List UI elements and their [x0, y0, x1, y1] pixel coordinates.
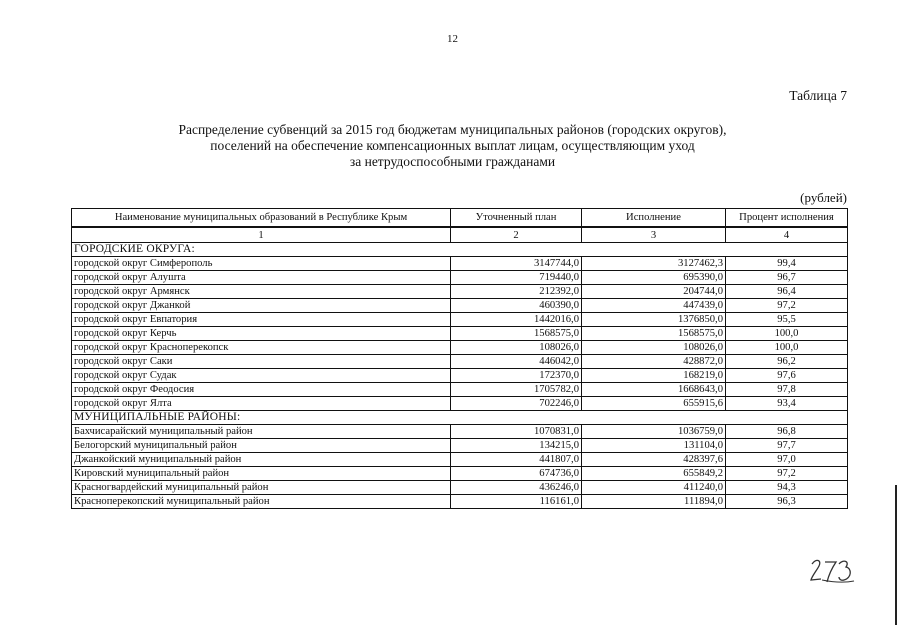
municipality-name-cell: Красноперекопский муниципальный район: [72, 495, 451, 509]
margin-line: [895, 485, 897, 625]
municipality-name-cell: городской округ Феодосия: [72, 383, 451, 397]
header-name: Наименование муниципальных образований в Республике Крым: [72, 209, 451, 228]
municipality-name-cell: городской округ Армянск: [72, 285, 451, 299]
percent-cell: 95,5: [726, 313, 848, 327]
table-header-row: [72, 209, 848, 228]
table-row: [72, 481, 848, 495]
table-row: [72, 355, 848, 369]
municipality-name-cell: городской округ Красноперекопск: [72, 341, 451, 355]
table-row: [72, 327, 848, 341]
plan-cell: 702246,0: [451, 397, 582, 411]
percent-cell: 96,4: [726, 285, 848, 299]
plan-cell: 1070831,0: [451, 425, 582, 439]
actual-cell: 1668643,0: [582, 383, 726, 397]
actual-cell: 1568575,0: [582, 327, 726, 341]
actual-cell: 655849,2: [582, 467, 726, 481]
table-label: Таблица 7: [789, 88, 847, 103]
actual-cell: 1036759,0: [582, 425, 726, 439]
municipality-name-cell: городской округ Керчь: [72, 327, 451, 341]
table-row: [72, 397, 848, 411]
municipality-name-cell: городской округ Саки: [72, 355, 451, 369]
table-row: [72, 313, 848, 327]
title-line-1: Распределение субвенций за 2015 год бюджетам муниципальных районов (городских округов),: [178, 122, 727, 137]
handwritten-page-note: [808, 556, 856, 584]
plan-cell: 1705782,0: [451, 383, 582, 397]
actual-cell: 111894,0: [582, 495, 726, 509]
plan-cell: 172370,0: [451, 369, 582, 383]
table-row: [72, 383, 848, 397]
percent-cell: 97,8: [726, 383, 848, 397]
table-row: [72, 453, 848, 467]
table-row: [72, 257, 848, 271]
column-number-3: 3: [582, 227, 726, 243]
percent-cell: 97,0: [726, 453, 848, 467]
table-row: [72, 341, 848, 355]
header-plan: Уточненный план: [451, 209, 582, 228]
document-title: [0, 122, 905, 170]
table-row: [72, 467, 848, 481]
municipality-name-cell: Джанкойский муниципальный район: [72, 453, 451, 467]
title-line-3: за нетрудоспособными гражданами: [349, 154, 556, 169]
plan-cell: 674736,0: [451, 467, 582, 481]
plan-cell: 3147744,0: [451, 257, 582, 271]
percent-cell: 97,2: [726, 467, 848, 481]
units-label: (рублей): [800, 190, 847, 205]
actual-cell: 411240,0: [582, 481, 726, 495]
plan-cell: 1568575,0: [451, 327, 582, 341]
actual-cell: 655915,6: [582, 397, 726, 411]
plan-cell: 116161,0: [451, 495, 582, 509]
plan-cell: 108026,0: [451, 341, 582, 355]
plan-cell: 460390,0: [451, 299, 582, 313]
section-title: МУНИЦИПАЛЬНЫЕ РАЙОНЫ:: [72, 411, 848, 425]
section-title: ГОРОДСКИЕ ОКРУГА:: [72, 243, 848, 257]
actual-cell: 131104,0: [582, 439, 726, 453]
actual-cell: 428397,6: [582, 453, 726, 467]
percent-cell: 97,2: [726, 299, 848, 313]
percent-cell: 96,3: [726, 495, 848, 509]
percent-cell: 94,3: [726, 481, 848, 495]
municipality-name-cell: городской округ Алушта: [72, 271, 451, 285]
column-number-4: 4: [726, 227, 848, 243]
municipality-name-cell: Красногвардейский муниципальный район: [72, 481, 451, 495]
municipality-name-cell: городской округ Ялта: [72, 397, 451, 411]
table-row: [72, 495, 848, 509]
table-row: [72, 439, 848, 453]
plan-cell: 436246,0: [451, 481, 582, 495]
header-actual: Исполнение: [582, 209, 726, 228]
percent-cell: 97,7: [726, 439, 848, 453]
percent-cell: 100,0: [726, 327, 848, 341]
actual-cell: 204744,0: [582, 285, 726, 299]
plan-cell: 446042,0: [451, 355, 582, 369]
percent-cell: 97,6: [726, 369, 848, 383]
page-number: 12: [447, 33, 458, 45]
municipality-name-cell: Белогорский муниципальный район: [72, 439, 451, 453]
municipality-name-cell: Кировский муниципальный район: [72, 467, 451, 481]
plan-cell: 1442016,0: [451, 313, 582, 327]
table-row: [72, 271, 848, 285]
municipality-name-cell: городской округ Судак: [72, 369, 451, 383]
actual-cell: 428872,0: [582, 355, 726, 369]
municipality-name-cell: Бахчисарайский муниципальный район: [72, 425, 451, 439]
header-percent: Процент исполнения: [726, 209, 848, 228]
column-number-2: 2: [451, 227, 582, 243]
table-row: [72, 369, 848, 383]
actual-cell: 3127462,3: [582, 257, 726, 271]
actual-cell: 168219,0: [582, 369, 726, 383]
actual-cell: 447439,0: [582, 299, 726, 313]
actual-cell: 1376850,0: [582, 313, 726, 327]
subsidy-table: [71, 208, 848, 509]
plan-cell: 719440,0: [451, 271, 582, 285]
municipality-name-cell: городской округ Симферополь: [72, 257, 451, 271]
municipality-name-cell: городской округ Евпатория: [72, 313, 451, 327]
table-row: [72, 285, 848, 299]
percent-cell: 100,0: [726, 341, 848, 355]
table-row: [72, 425, 848, 439]
column-number-row: [72, 227, 848, 243]
section-header-row: [72, 243, 848, 257]
plan-cell: 134215,0: [451, 439, 582, 453]
table-row: [72, 299, 848, 313]
percent-cell: 93,4: [726, 397, 848, 411]
municipality-name-cell: городской округ Джанкой: [72, 299, 451, 313]
percent-cell: 96,8: [726, 425, 848, 439]
plan-cell: 212392,0: [451, 285, 582, 299]
actual-cell: 695390,0: [582, 271, 726, 285]
column-number-1: 1: [72, 227, 451, 243]
section-header-row: [72, 411, 848, 425]
actual-cell: 108026,0: [582, 341, 726, 355]
percent-cell: 96,2: [726, 355, 848, 369]
plan-cell: 441807,0: [451, 453, 582, 467]
percent-cell: 99,4: [726, 257, 848, 271]
title-line-2: поселений на обеспечение компенсационных выплат лицам, осуществляющим уход: [210, 138, 695, 153]
percent-cell: 96,7: [726, 271, 848, 285]
